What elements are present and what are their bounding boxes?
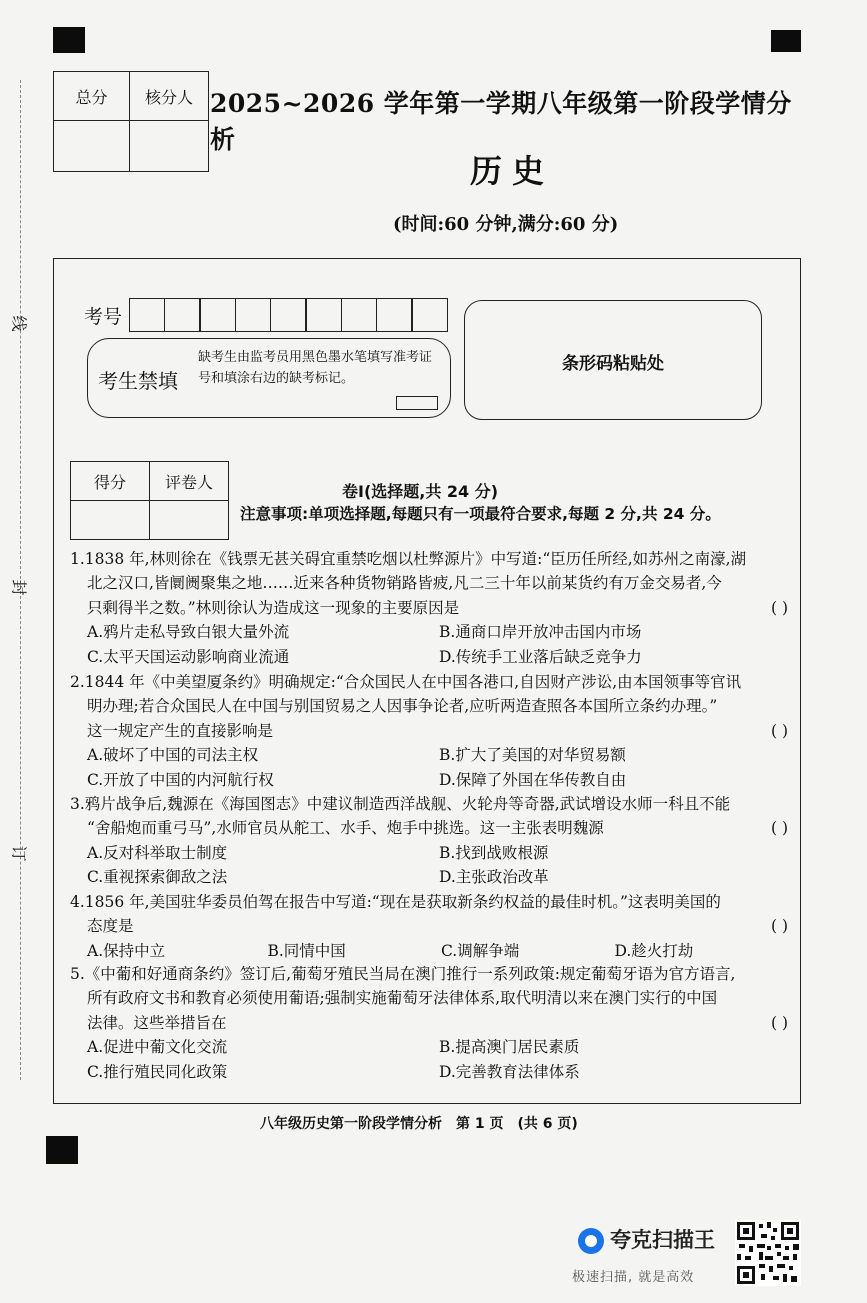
question-text-line: 所有政府文书和教育必须使用葡语;强制实施葡萄牙法律体系,取代明清以来在澳门实行的中国: [87, 989, 718, 1008]
exam-number-cell[interactable]: [164, 298, 201, 332]
option-b[interactable]: B.同情中国: [267, 941, 346, 960]
section-score-table: [70, 461, 229, 540]
exam-number-label: 考号: [84, 306, 123, 328]
option-d[interactable]: D.趁火打劫: [614, 941, 694, 960]
corner-marker-bottom-left: [46, 1136, 78, 1164]
quark-logo-icon: [578, 1228, 604, 1254]
total-score-cell: [54, 121, 130, 172]
question-text-line: 态度是 ( ): [70, 914, 788, 938]
candidate-forbidden-box: [87, 338, 451, 418]
answer-paren[interactable]: ( ): [770, 1013, 788, 1032]
question-text-line: 只剩得半之数。”林则徐认为造成这一现象的主要原因是 ( ): [70, 596, 788, 620]
question-text-line: 3.鸦片战争后,魏源在《海国图志》中建议制造西洋战舰、火轮舟等奇器,武试增设水师一科且不能: [70, 795, 731, 813]
option-a[interactable]: A.反对科举取士制度: [87, 843, 228, 862]
binding-char-line: 线: [9, 315, 29, 332]
exam-number-cell[interactable]: [376, 298, 413, 332]
section-title: 卷Ⅰ(选择题,共 24 分): [342, 482, 499, 501]
exam-number-cell[interactable]: [411, 298, 448, 332]
corner-marker-top-left: [53, 27, 85, 53]
section-notice: 注意事项:单项选择题,每题只有一项最符合要求,每题 2 分,共 24 分。: [240, 505, 721, 523]
exam-number-grid[interactable]: [130, 298, 448, 332]
options-row: [70, 841, 788, 865]
total-score-table: [53, 71, 209, 172]
scanner-slogan: 极速扫描, 就是高效: [572, 1270, 695, 1285]
exam-number-cell[interactable]: [199, 298, 236, 332]
question-text-line: 4.1856 年,美国驻华委员伯驾在报告中写道:“现在是获取新条约权益的最佳时机。”这表明美国的: [70, 893, 721, 911]
option-b[interactable]: B.通商口岸开放冲击国内市场: [439, 623, 642, 642]
question-text-line: 法律。这些举措旨在 ( ): [70, 1011, 788, 1035]
options-row: [70, 645, 788, 669]
options-row: [70, 1035, 788, 1059]
exam-number-cell[interactable]: [341, 298, 378, 332]
question-text-line: 明办理;若合众国民人在中国与别国贸易之人因事争论者,应听两造查照各本国所立条约办理。”: [87, 697, 718, 716]
option-c[interactable]: C.调解争端: [440, 941, 520, 960]
options-row: [70, 768, 788, 792]
forbidden-instructions: 缺考生由监考员用黑色墨水笔填写准考证号和填涂右边的缺考标记。: [198, 350, 433, 386]
answer-paren[interactable]: ( ): [770, 598, 788, 617]
option-a[interactable]: A.促进中葡文化交流: [87, 1038, 228, 1057]
total-score-label: 总分: [54, 72, 130, 121]
option-a[interactable]: A.保持中立: [87, 941, 166, 960]
question-2: [70, 670, 788, 792]
option-c[interactable]: C.重视探索御敌之法: [87, 868, 228, 887]
option-d[interactable]: D.保障了外国在华传教自由: [439, 770, 627, 789]
option-b[interactable]: B.扩大了美国的对华贸易额: [439, 746, 626, 765]
option-a[interactable]: A.鸦片走私导致白银大量外流: [87, 623, 290, 642]
option-d[interactable]: D.传统手工业落后缺乏竞争力: [439, 647, 642, 666]
corner-marker-top-right: [771, 30, 801, 52]
exam-title: 2025~2026 学年第一学期八年级第一阶段学情分析: [210, 89, 792, 154]
checker-label: 核分人: [130, 72, 209, 121]
section-grader-cell: [150, 501, 229, 540]
subject-title: 历史: [470, 152, 555, 190]
scanner-name: 夸克扫描王: [610, 1228, 715, 1252]
option-d[interactable]: D.完善教育法律体系: [439, 1062, 580, 1081]
section-score-label: 得分: [71, 462, 150, 501]
options-row: [70, 865, 788, 889]
time-info: (时间:60 分钟,满分:60 分): [393, 214, 619, 235]
option-c[interactable]: C.太平天国运动影响商业流通: [87, 647, 290, 666]
question-text-line: 1.1838 年,林则徐在《钱票无甚关碍宜重禁吃烟以杜弊源片》中写道:“臣历任所经,如苏州之南濠,湖: [70, 550, 747, 568]
exam-number-cell[interactable]: [305, 298, 342, 332]
exam-number-cell[interactable]: [270, 298, 307, 332]
question-text-line: 2.1844 年《中美望厦条约》明确规定:“合众国民人在中国各港口,自因财产涉讼,由本国领事等官讯: [70, 673, 742, 691]
options-row: [70, 620, 788, 644]
option-b[interactable]: B.找到战败根源: [439, 843, 549, 862]
option-c[interactable]: C.开放了中国的内河航行权: [87, 770, 274, 789]
question-text-line: “舍船炮而重弓马”,水师官员从舵工、水手、炮手中挑选。这一主张表明魏源 ( ): [70, 816, 788, 840]
qr-code-icon: [735, 1219, 801, 1287]
option-c[interactable]: C.推行殖民同化政策: [87, 1062, 228, 1081]
answer-paren[interactable]: ( ): [770, 819, 788, 838]
answer-paren[interactable]: ( ): [770, 721, 788, 740]
question-5: [70, 962, 788, 1084]
binding-char-bind: 订: [9, 845, 29, 862]
exam-number-cell[interactable]: [129, 298, 166, 332]
barcode-label: 条形码粘贴处: [562, 354, 664, 374]
option-d[interactable]: D.主张政治改革: [439, 868, 549, 887]
barcode-area: [464, 300, 762, 420]
absence-mark-box[interactable]: [396, 396, 438, 410]
question-3: [70, 792, 788, 890]
checker-cell: [130, 121, 209, 172]
section-grader-label: 评卷人: [150, 462, 229, 501]
question-1: [70, 547, 788, 669]
question-4: [70, 890, 788, 963]
question-text-line: 5.《中葡和好通商条约》签订后,葡萄牙殖民当局在澳门推行一系列政策:规定葡萄牙语为官方语言,: [70, 965, 736, 983]
section-score-cell: [71, 501, 150, 540]
options-row: [70, 1060, 788, 1084]
answer-paren[interactable]: ( ): [770, 917, 788, 936]
question-text-line: 北之汉口,皆阛阓聚集之地……近来各种货物销路皆疲,凡二三十年以前某货约有万金交易者,今: [87, 574, 722, 593]
binding-char-seal: 封: [9, 579, 29, 596]
question-text-line: 这一规定产生的直接影响是 ( ): [70, 719, 788, 743]
option-b[interactable]: B.提高澳门居民素质: [439, 1038, 580, 1057]
option-a[interactable]: A.破坏了中国的司法主权: [87, 746, 259, 765]
exam-number-cell[interactable]: [235, 298, 272, 332]
options-row: [70, 743, 788, 767]
forbidden-title: 考生禁填: [98, 369, 178, 393]
options-row: [70, 939, 788, 963]
page-footer: 八年级历史第一阶段学情分析 第 1 页 (共 6 页): [260, 1116, 578, 1132]
